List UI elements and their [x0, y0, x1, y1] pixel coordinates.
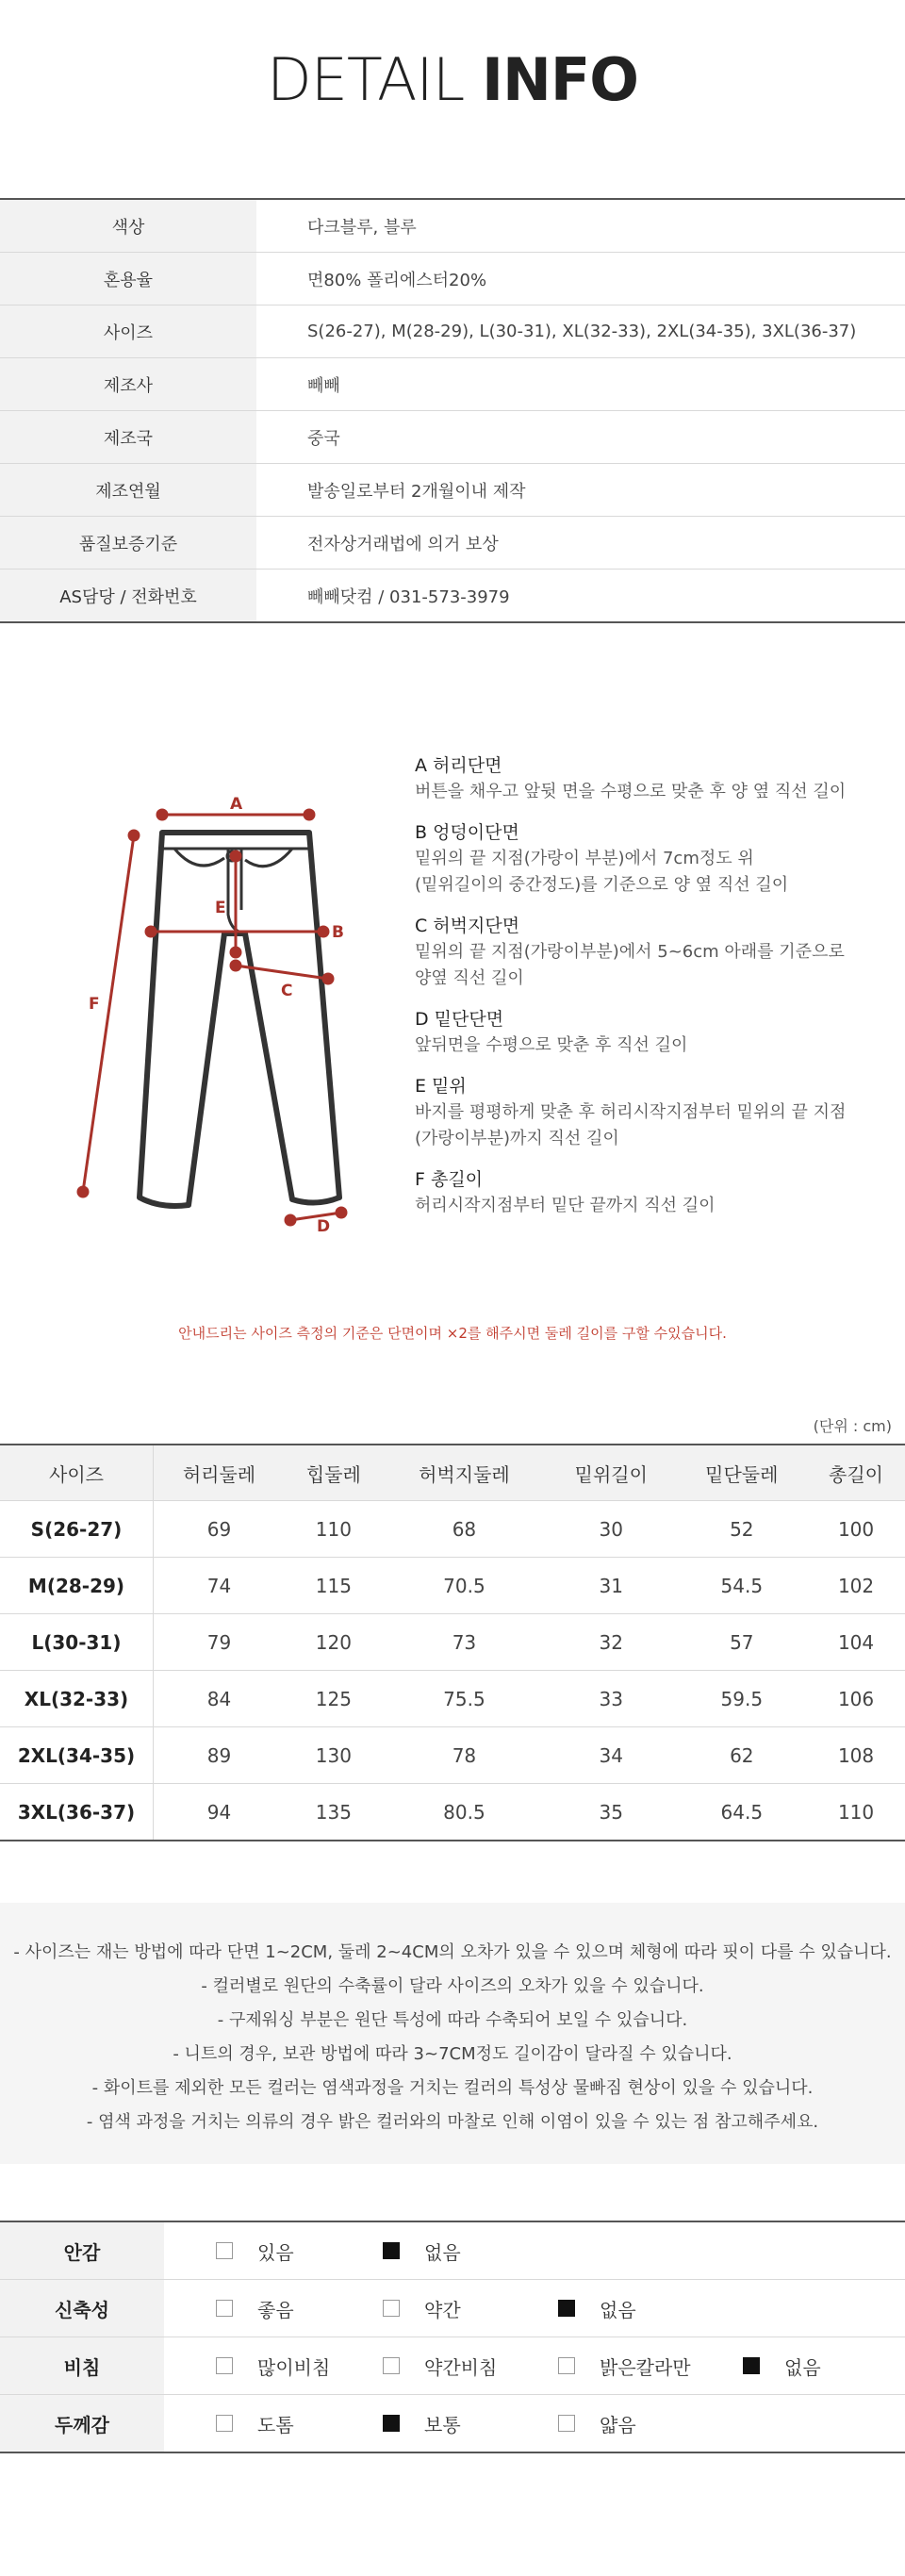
- fabric-option: [216, 2395, 294, 2452]
- column-header: 허벅지둘레: [383, 1445, 546, 1501]
- fabric-row-stretch: [0, 2280, 905, 2337]
- note-line: - 염색 과정을 거치는 의류의 경우 밝은 컬러와의 마찰로 인해 이염이 있을 수 있는 점 참고해주세요.: [86, 2112, 819, 2132]
- info-key: 사이즈: [0, 305, 256, 357]
- guide-desc: 버튼을 채우고 앞뒷 면을 수평으로 맞춘 후 양 옆 직선 길이: [415, 782, 847, 801]
- fabric-option: [216, 2337, 330, 2394]
- info-key: 제조사: [0, 358, 256, 410]
- guide-item: [415, 1073, 886, 1152]
- title-bold: INFO: [481, 45, 638, 114]
- checkbox-icon: [558, 2300, 575, 2317]
- pants-measurement-diagram: [57, 773, 377, 1245]
- fabric-key: 신축성: [0, 2280, 164, 2337]
- size-cell: 2XL(34-35): [0, 1727, 154, 1784]
- table-cell: 130: [285, 1727, 383, 1784]
- option-label: 있음: [257, 2240, 294, 2264]
- diagram-label-a: A: [230, 795, 243, 814]
- table-cell: 125: [285, 1671, 383, 1727]
- option-label: 약간비침: [424, 2355, 498, 2379]
- fabric-option: [558, 2395, 636, 2452]
- checkbox-icon: [383, 2242, 400, 2259]
- table-cell: 80.5: [443, 1800, 485, 1824]
- size-cell: M(28-29): [0, 1558, 154, 1614]
- checkbox-icon: [558, 2357, 575, 2374]
- size-table-header: [0, 1445, 905, 1501]
- info-row: [0, 200, 905, 253]
- guide-desc: (밑위길이의 중간정도)를 기준으로 양 옆 직선 길이: [415, 875, 789, 895]
- fabric-option: [383, 2337, 497, 2394]
- guide-title: A 허리단면: [415, 755, 502, 776]
- size-cell: L(30-31): [0, 1614, 154, 1671]
- table-cell: 94: [206, 1800, 232, 1824]
- table-cell: 73: [383, 1614, 546, 1671]
- table-cell: 108: [807, 1727, 905, 1784]
- checkbox-icon: [558, 2415, 575, 2432]
- note-line: - 니트의 경우, 보관 방법에 따라 3~7CM정도 길이감이 달라질 수 있습니다.: [173, 2044, 732, 2064]
- checkbox-icon: [216, 2300, 233, 2317]
- table-cell: 35: [599, 1800, 623, 1824]
- table-cell: 110: [285, 1501, 383, 1558]
- checkbox-icon: [216, 2357, 233, 2374]
- pants-outline: [140, 833, 339, 1206]
- guide-desc: 양옆 직선 길이: [415, 968, 524, 988]
- title-light: DETAIL: [267, 45, 465, 114]
- option-label: 도톰: [257, 2413, 294, 2436]
- fabric-row-sheerness: [0, 2337, 905, 2395]
- size-cell: 3XL(36-37): [0, 1784, 154, 1841]
- table-cell: 89: [154, 1727, 285, 1784]
- info-value: 면80% 폴리에스터20%: [307, 270, 487, 290]
- diagram-label-f: F: [89, 995, 100, 1014]
- table-cell: 62: [677, 1727, 808, 1784]
- table-cell: 32: [546, 1614, 677, 1671]
- column-header: 허리둘레: [154, 1445, 285, 1501]
- info-row: [0, 253, 905, 305]
- table-cell: 106: [807, 1671, 905, 1727]
- info-key: 혼용율: [0, 253, 256, 305]
- column-header: 밑위길이: [546, 1445, 677, 1501]
- guide-title: F 총길이: [415, 1169, 484, 1190]
- note-line: - 사이즈는 재는 방법에 따라 단면 1~2CM, 둘레 2~4CM의 오차가 있을 수 있으며 체형에 따라 핏이 다를 수 있습니다.: [13, 1942, 892, 1962]
- fabric-option: [216, 2222, 294, 2279]
- table-cell: 69: [154, 1501, 285, 1558]
- size-notice: 안내드리는 사이즈 측정의 기준은 단면이며 ×2를 해주시면 둘레 길이를 구할 수있습니다.: [178, 1325, 727, 1342]
- fabric-key: 두께감: [0, 2395, 164, 2452]
- info-value: 빼빼: [307, 375, 340, 396]
- info-row: [0, 305, 905, 358]
- guide-title: C 허벅지단면: [415, 916, 520, 936]
- info-value: 중국: [307, 428, 340, 449]
- table-cell: 84: [154, 1671, 285, 1727]
- checkbox-icon: [216, 2242, 233, 2259]
- info-key: 품질보증기준: [0, 517, 256, 569]
- option-label: 없음: [424, 2240, 461, 2264]
- table-row: [0, 1614, 905, 1671]
- table-cell: 74: [154, 1558, 285, 1614]
- notes-box: [0, 1903, 905, 2164]
- column-header: 밑단둘레: [677, 1445, 808, 1501]
- option-label: 없음: [600, 2298, 636, 2321]
- info-key: AS담당 / 전화번호: [0, 570, 256, 621]
- table-cell: 59.5: [677, 1671, 808, 1727]
- table-cell: 70.5: [383, 1558, 546, 1614]
- fabric-row-lining: [0, 2222, 905, 2280]
- checkbox-icon: [216, 2415, 233, 2432]
- guide-desc: 바지를 평평하게 맞춘 후 허리시작지점부터 밑위의 끝 지점: [415, 1102, 847, 1122]
- table-cell: 34: [546, 1727, 677, 1784]
- table-cell: 104: [807, 1614, 905, 1671]
- option-label: 약간: [424, 2298, 461, 2321]
- checkbox-icon: [383, 2415, 400, 2432]
- table-cell: 68: [383, 1501, 546, 1558]
- option-label: 없음: [784, 2355, 821, 2379]
- table-cell: 115: [285, 1558, 383, 1614]
- measurement-guide: [415, 752, 886, 1233]
- fabric-row-thickness: [0, 2395, 905, 2452]
- table-cell: 78: [383, 1727, 546, 1784]
- unit-label: (단위 : cm): [813, 1417, 892, 1435]
- table-cell: 33: [546, 1671, 677, 1727]
- table-cell: 52: [677, 1501, 808, 1558]
- size-cell: S(26-27): [0, 1501, 154, 1558]
- guide-title: B 엉덩이단면: [415, 822, 519, 843]
- table-cell: 120: [285, 1614, 383, 1671]
- column-header: 사이즈: [0, 1445, 154, 1501]
- table-cell: 110: [837, 1800, 875, 1824]
- fabric-table: [0, 2221, 905, 2453]
- info-value: 전자상거래법에 의거 보상: [307, 534, 499, 554]
- info-value: 빼빼닷컴 / 031-573-3979: [307, 586, 510, 607]
- table-cell: 79: [154, 1614, 285, 1671]
- info-row: [0, 517, 905, 570]
- info-value: S(26-27), M(28-29), L(30-31), XL(32-33), 2XL(34-35), 3XL(36-37): [307, 322, 857, 341]
- guide-item: [415, 913, 886, 992]
- checkbox-icon: [383, 2300, 400, 2317]
- guide-title: E 밑위: [415, 1076, 467, 1097]
- table-row: [0, 1558, 905, 1614]
- product-info-table: [0, 198, 905, 623]
- fabric-option: [743, 2337, 821, 2394]
- guide-item: [415, 1006, 886, 1059]
- checkbox-icon: [743, 2357, 760, 2374]
- table-cell: 135: [315, 1800, 352, 1824]
- column-header: 힙둘레: [285, 1445, 383, 1501]
- fabric-option: [558, 2337, 691, 2394]
- table-row: [0, 1727, 905, 1784]
- table-cell: 54.5: [677, 1558, 808, 1614]
- checkbox-icon: [383, 2357, 400, 2374]
- column-header: 총길이: [807, 1445, 905, 1501]
- table-cell: 30: [546, 1501, 677, 1558]
- note-line: - 화이트를 제외한 모든 컬러는 염색과정을 거치는 컬러의 특성상 물빠짐 현상이 있을 수 있습니다.: [91, 2078, 814, 2098]
- info-value: 다크블루, 블루: [307, 217, 417, 238]
- table-row: [0, 1784, 905, 1841]
- option-label: 많이비침: [257, 2355, 331, 2379]
- table-row: [0, 1671, 905, 1727]
- guide-item: [415, 819, 886, 899]
- fabric-option: [383, 2222, 461, 2279]
- table-cell: 64.5: [720, 1800, 764, 1824]
- guide-desc: 허리시작지점부터 밑단 끝까지 직선 길이: [415, 1196, 716, 1215]
- guide-desc: 밑위의 끝 지점(가랑이부분)에서 5~6cm 아래를 기준으로: [415, 942, 845, 962]
- table-cell: 100: [807, 1501, 905, 1558]
- info-key: 색상: [0, 200, 256, 252]
- fabric-option: [558, 2280, 636, 2337]
- note-line: - 컬러별로 원단의 수축률이 달라 사이즈의 오차가 있을 수 있습니다.: [201, 1976, 704, 1996]
- option-label: 보통: [424, 2413, 461, 2436]
- diagram-label-d: D: [317, 1217, 331, 1236]
- option-label: 얇음: [600, 2413, 636, 2436]
- guide-title: D 밑단단면: [415, 1009, 504, 1030]
- info-row: [0, 358, 905, 411]
- info-row: [0, 570, 905, 621]
- diagram-label-b: B: [332, 923, 344, 942]
- info-key: 제조연월: [0, 464, 256, 516]
- info-row: [0, 411, 905, 464]
- size-cell: XL(32-33): [0, 1671, 154, 1727]
- note-line: - 구제워싱 부분은 원단 특성에 따라 수축되어 보일 수 있습니다.: [217, 2010, 688, 2030]
- fabric-option: [383, 2395, 461, 2452]
- guide-desc: 밑위의 끝 지점(가랑이 부분)에서 7cm정도 위: [415, 849, 754, 868]
- info-value: 발송일로부터 2개월이내 제작: [307, 481, 526, 502]
- table-cell: 31: [546, 1558, 677, 1614]
- diagram-label-e: E: [215, 899, 226, 917]
- fabric-option: [216, 2280, 294, 2337]
- table-cell: 102: [807, 1558, 905, 1614]
- table-row: [0, 1501, 905, 1558]
- size-table: [0, 1444, 905, 1841]
- guide-desc: 앞뒤면을 수평으로 맞춘 후 직선 길이: [415, 1035, 688, 1055]
- fabric-key: 안감: [0, 2222, 164, 2279]
- info-key: 제조국: [0, 411, 256, 463]
- diagram-label-c: C: [281, 982, 293, 1000]
- guide-item: [415, 1166, 886, 1219]
- guide-item: [415, 752, 886, 805]
- option-label: 좋음: [257, 2298, 294, 2321]
- table-cell: 75.5: [383, 1671, 546, 1727]
- page-title: [0, 45, 905, 114]
- guide-desc: (가랑이부분)까지 직선 길이: [415, 1129, 619, 1148]
- option-label: 밝은칼라만: [600, 2355, 691, 2379]
- fabric-option: [383, 2280, 461, 2337]
- table-cell: 57: [677, 1614, 808, 1671]
- info-row: [0, 464, 905, 517]
- fabric-key: 비침: [0, 2337, 164, 2394]
